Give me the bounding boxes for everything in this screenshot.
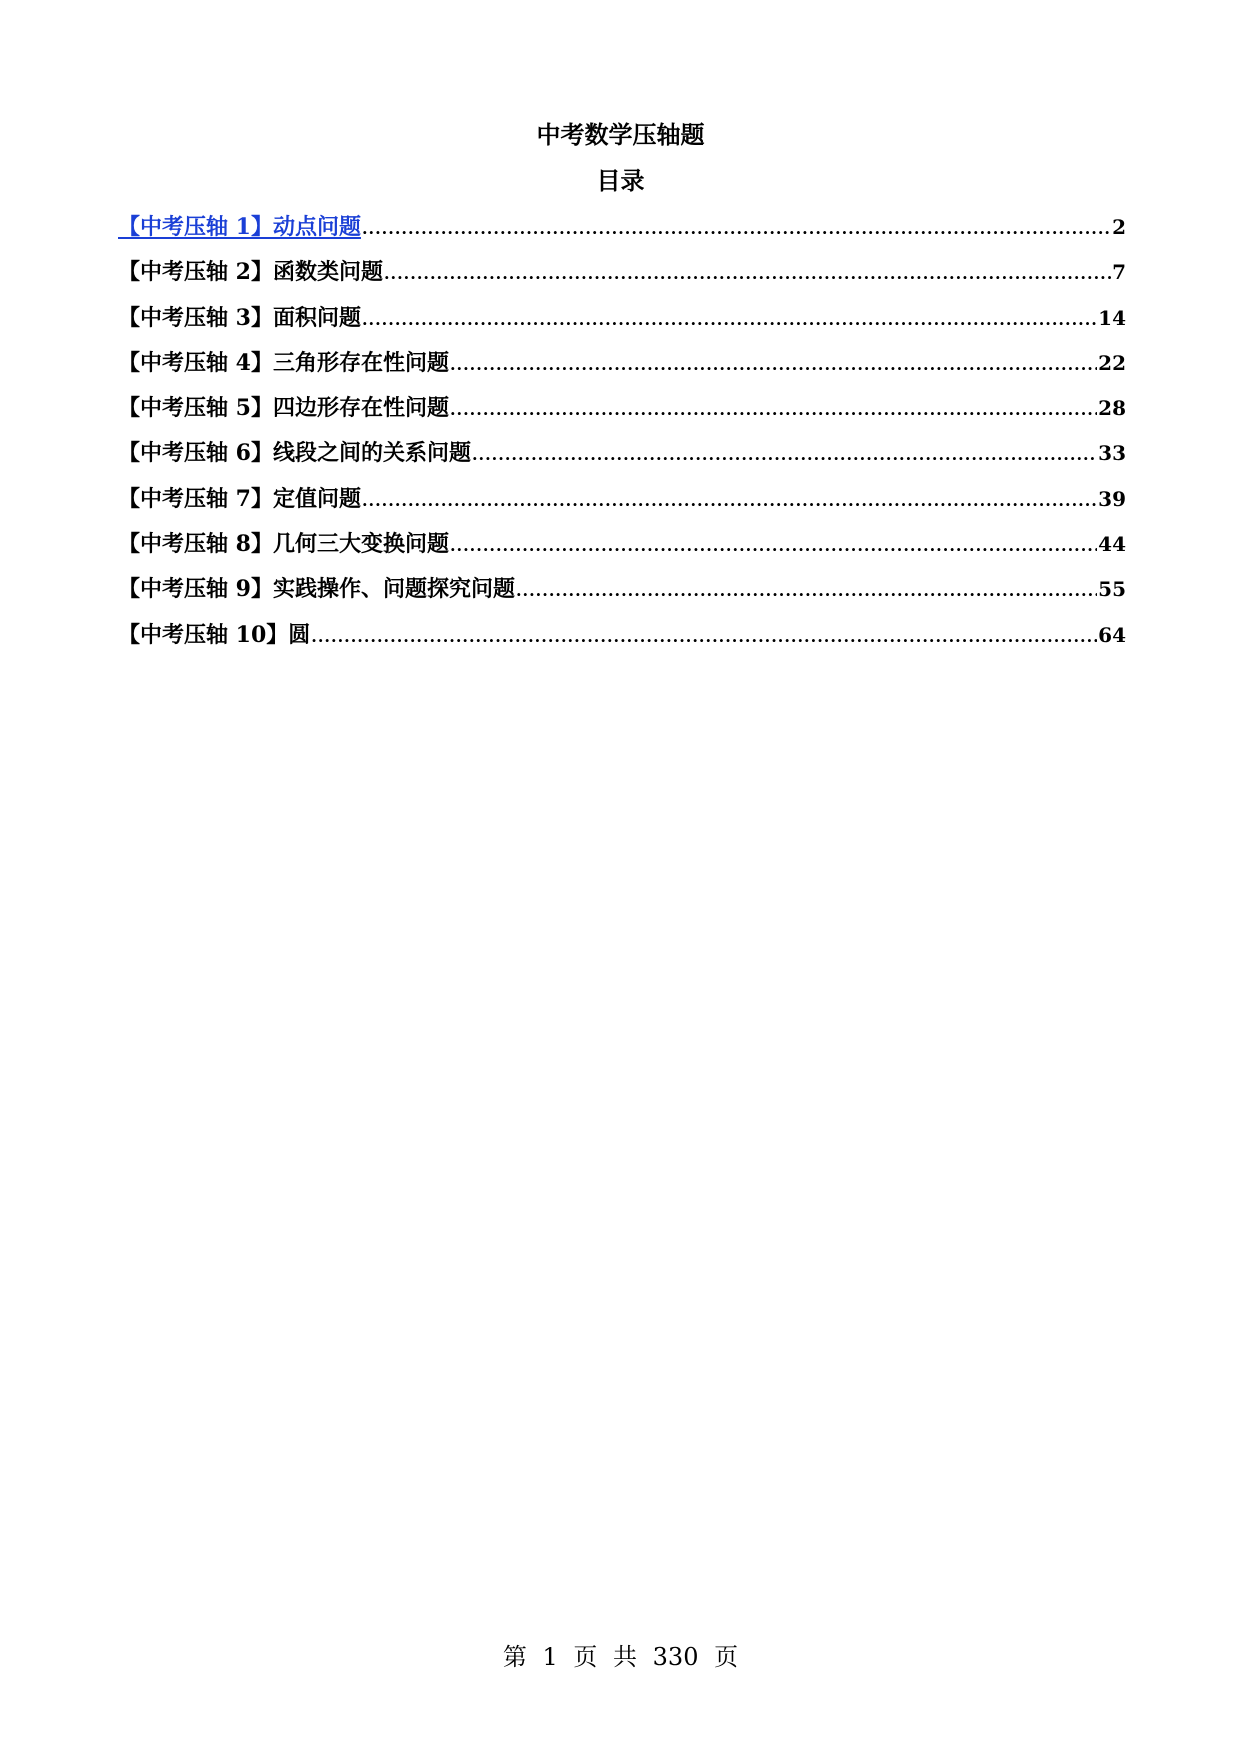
toc-leader-dots (450, 395, 1097, 425)
toc-entry[interactable] (118, 620, 1126, 665)
toc-entry[interactable] (118, 484, 1126, 529)
toc-entry-label[interactable]: 【中考压轴 1】动点问题 (118, 214, 361, 240)
toc-leader-dots (450, 531, 1097, 561)
toc-entry-label[interactable]: 【中考压轴 5】四边形存在性问题 (118, 395, 449, 422)
document-title: 中考数学压轴题 (536, 120, 705, 149)
toc-entry-label[interactable]: 【中考压轴 3】面积问题 (118, 304, 361, 331)
toc-entry-label[interactable]: 【中考压轴 7】定值问题 (118, 485, 361, 512)
toc-page-number: 33 (1098, 441, 1126, 466)
toc-leader-dots (516, 576, 1097, 606)
toc-page-number: 55 (1098, 577, 1126, 602)
toc-leader-dots (472, 440, 1097, 470)
toc-entry[interactable] (118, 303, 1126, 348)
toc-page-number: 2 (1112, 215, 1126, 239)
toc-page-number: 7 (1112, 260, 1126, 285)
toc-page-number: 28 (1098, 396, 1126, 421)
table-of-contents (118, 212, 1126, 665)
toc-page-number: 14 (1098, 305, 1126, 330)
toc-entry[interactable] (118, 529, 1126, 574)
toc-entry[interactable] (118, 393, 1126, 438)
toc-page-number: 22 (1098, 350, 1126, 375)
toc-page-number: 64 (1098, 622, 1126, 647)
toc-entry-label[interactable]: 【中考压轴 8】几何三大变换问题 (118, 531, 449, 558)
toc-leader-dots (384, 259, 1111, 289)
toc-page-number: 39 (1098, 486, 1126, 511)
toc-entry[interactable] (118, 574, 1126, 619)
toc-leader-dots (362, 214, 1111, 244)
toc-leader-dots (362, 305, 1097, 335)
toc-entry-label[interactable]: 【中考压轴 9】实践操作、问题探究问题 (118, 576, 515, 603)
toc-entry[interactable] (118, 257, 1126, 302)
page-footer: 第 1 页 共 330 页 (502, 1643, 739, 1671)
toc-heading: 目录 (596, 166, 645, 195)
toc-entry-label[interactable]: 【中考压轴 10】圆 (118, 621, 311, 648)
toc-entry[interactable] (118, 438, 1126, 483)
toc-page-number: 44 (1098, 532, 1126, 557)
toc-entry-label[interactable]: 【中考压轴 6】线段之间的关系问题 (118, 440, 471, 467)
toc-entry-label[interactable]: 【中考压轴 4】三角形存在性问题 (118, 349, 449, 376)
toc-leader-dots (362, 486, 1097, 516)
toc-entry-label[interactable]: 【中考压轴 2】函数类问题 (118, 259, 383, 286)
toc-leader-dots (311, 622, 1097, 652)
toc-leader-dots (450, 350, 1097, 380)
toc-entry[interactable] (118, 348, 1126, 393)
toc-entry[interactable] (118, 212, 1126, 257)
